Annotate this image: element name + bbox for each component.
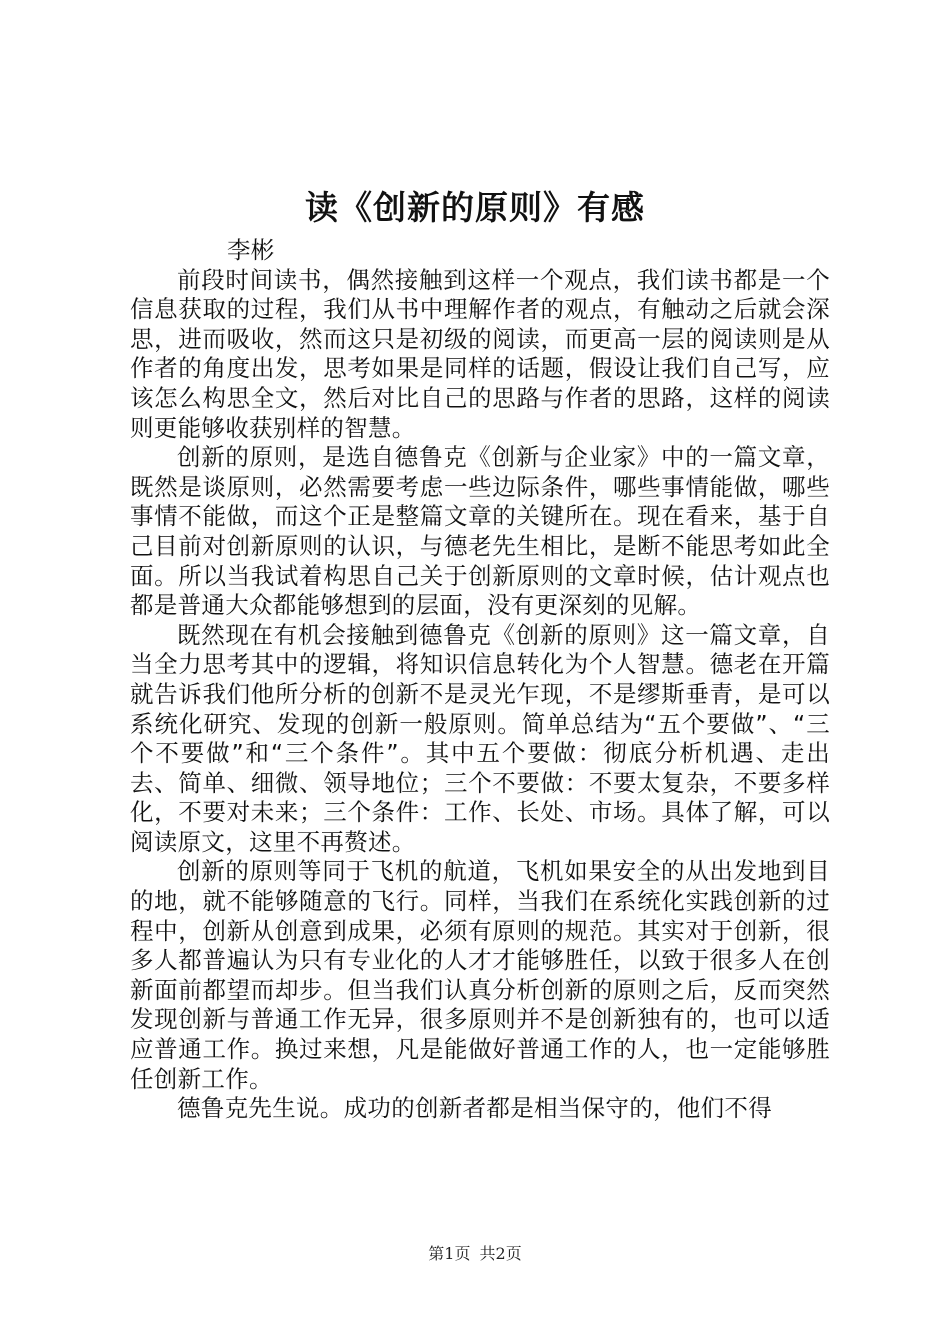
paragraph: 创新的原则，是选自德鲁克《创新与企业家》中的一篇文章，既然是谈原则，必然需要考虑一些边际条件，哪些事情能做，哪些事情不能做，而这个正是整篇文章的关键所在。现在看来，基于自己目前对创新原则的认识，与德老先生相比，是断不能思考如此全面。所以当我试着构思自己关于创新原则的文章时候，估计观点也都是普通大众都能够想到的层面，没有更深刻的见解。 [130, 443, 830, 620]
paragraph: 创新的原则等同于飞机的航道，飞机如果安全的从出发地到目的地，就不能够随意的飞行。同样，当我们在系统化实践创新的过程中，创新从创意到成果，必须有原则的规范。其实对于创新，很多人都普遍认为只有专业化的人才才能够胜任，以致于很多人在创新面前都望而却步。但当我们认真分析创新的原则之后，反而突然发现创新与普通工作无异，很多原则并不是创新独有的，也可以适应普通工作。换过来想，凡是能做好普通工作的人，也一定能够胜任创新工作。 [130, 857, 830, 1093]
page-footer [0, 1244, 950, 1264]
document-title: 读《创新的原则》有感 [305, 188, 645, 227]
page-number: 第1页 [428, 1244, 471, 1263]
document-body [130, 236, 830, 1124]
page-total: 共2页 [479, 1244, 522, 1263]
paragraph: 德鲁克先生说。成功的创新者都是相当保守的，他们不得 [177, 1094, 772, 1123]
author-name: 李彬 [227, 236, 275, 264]
paragraph: 前段时间读书，偶然接触到这样一个观点，我们读书都是一个信息获取的过程，我们从书中理解作者的观点，有触动之后就会深思，进而吸收，然而这只是初级的阅读，而更高一层的阅读则是从作者的角度出发，思考如果是同样的话题，假设让我们自己写，应该怎么构思全文，然后对比自己的思路与作者的思路，这样的阅读则更能够收获别样的智慧。 [130, 265, 830, 442]
paragraph: 既然现在有机会接触到德鲁克《创新的原则》这一篇文章，自当全力思考其中的逻辑，将知识信息转化为个人智慧。德老在开篇就告诉我们他所分析的创新不是灵光乍现，不是缪斯垂青，是可以系统化研究、发现的创新一般原则。简单总结为“五个要做”、“三个不要做”和“三个条件”。其中五个要做：彻底分析机遇、走出去、简单、细微、领导地位；三个不要做：不要太复杂，不要多样化，不要对未来；三个条件：工作、长处、市场。具体了解，可以阅读原文，这里不再赘述。 [130, 620, 830, 856]
